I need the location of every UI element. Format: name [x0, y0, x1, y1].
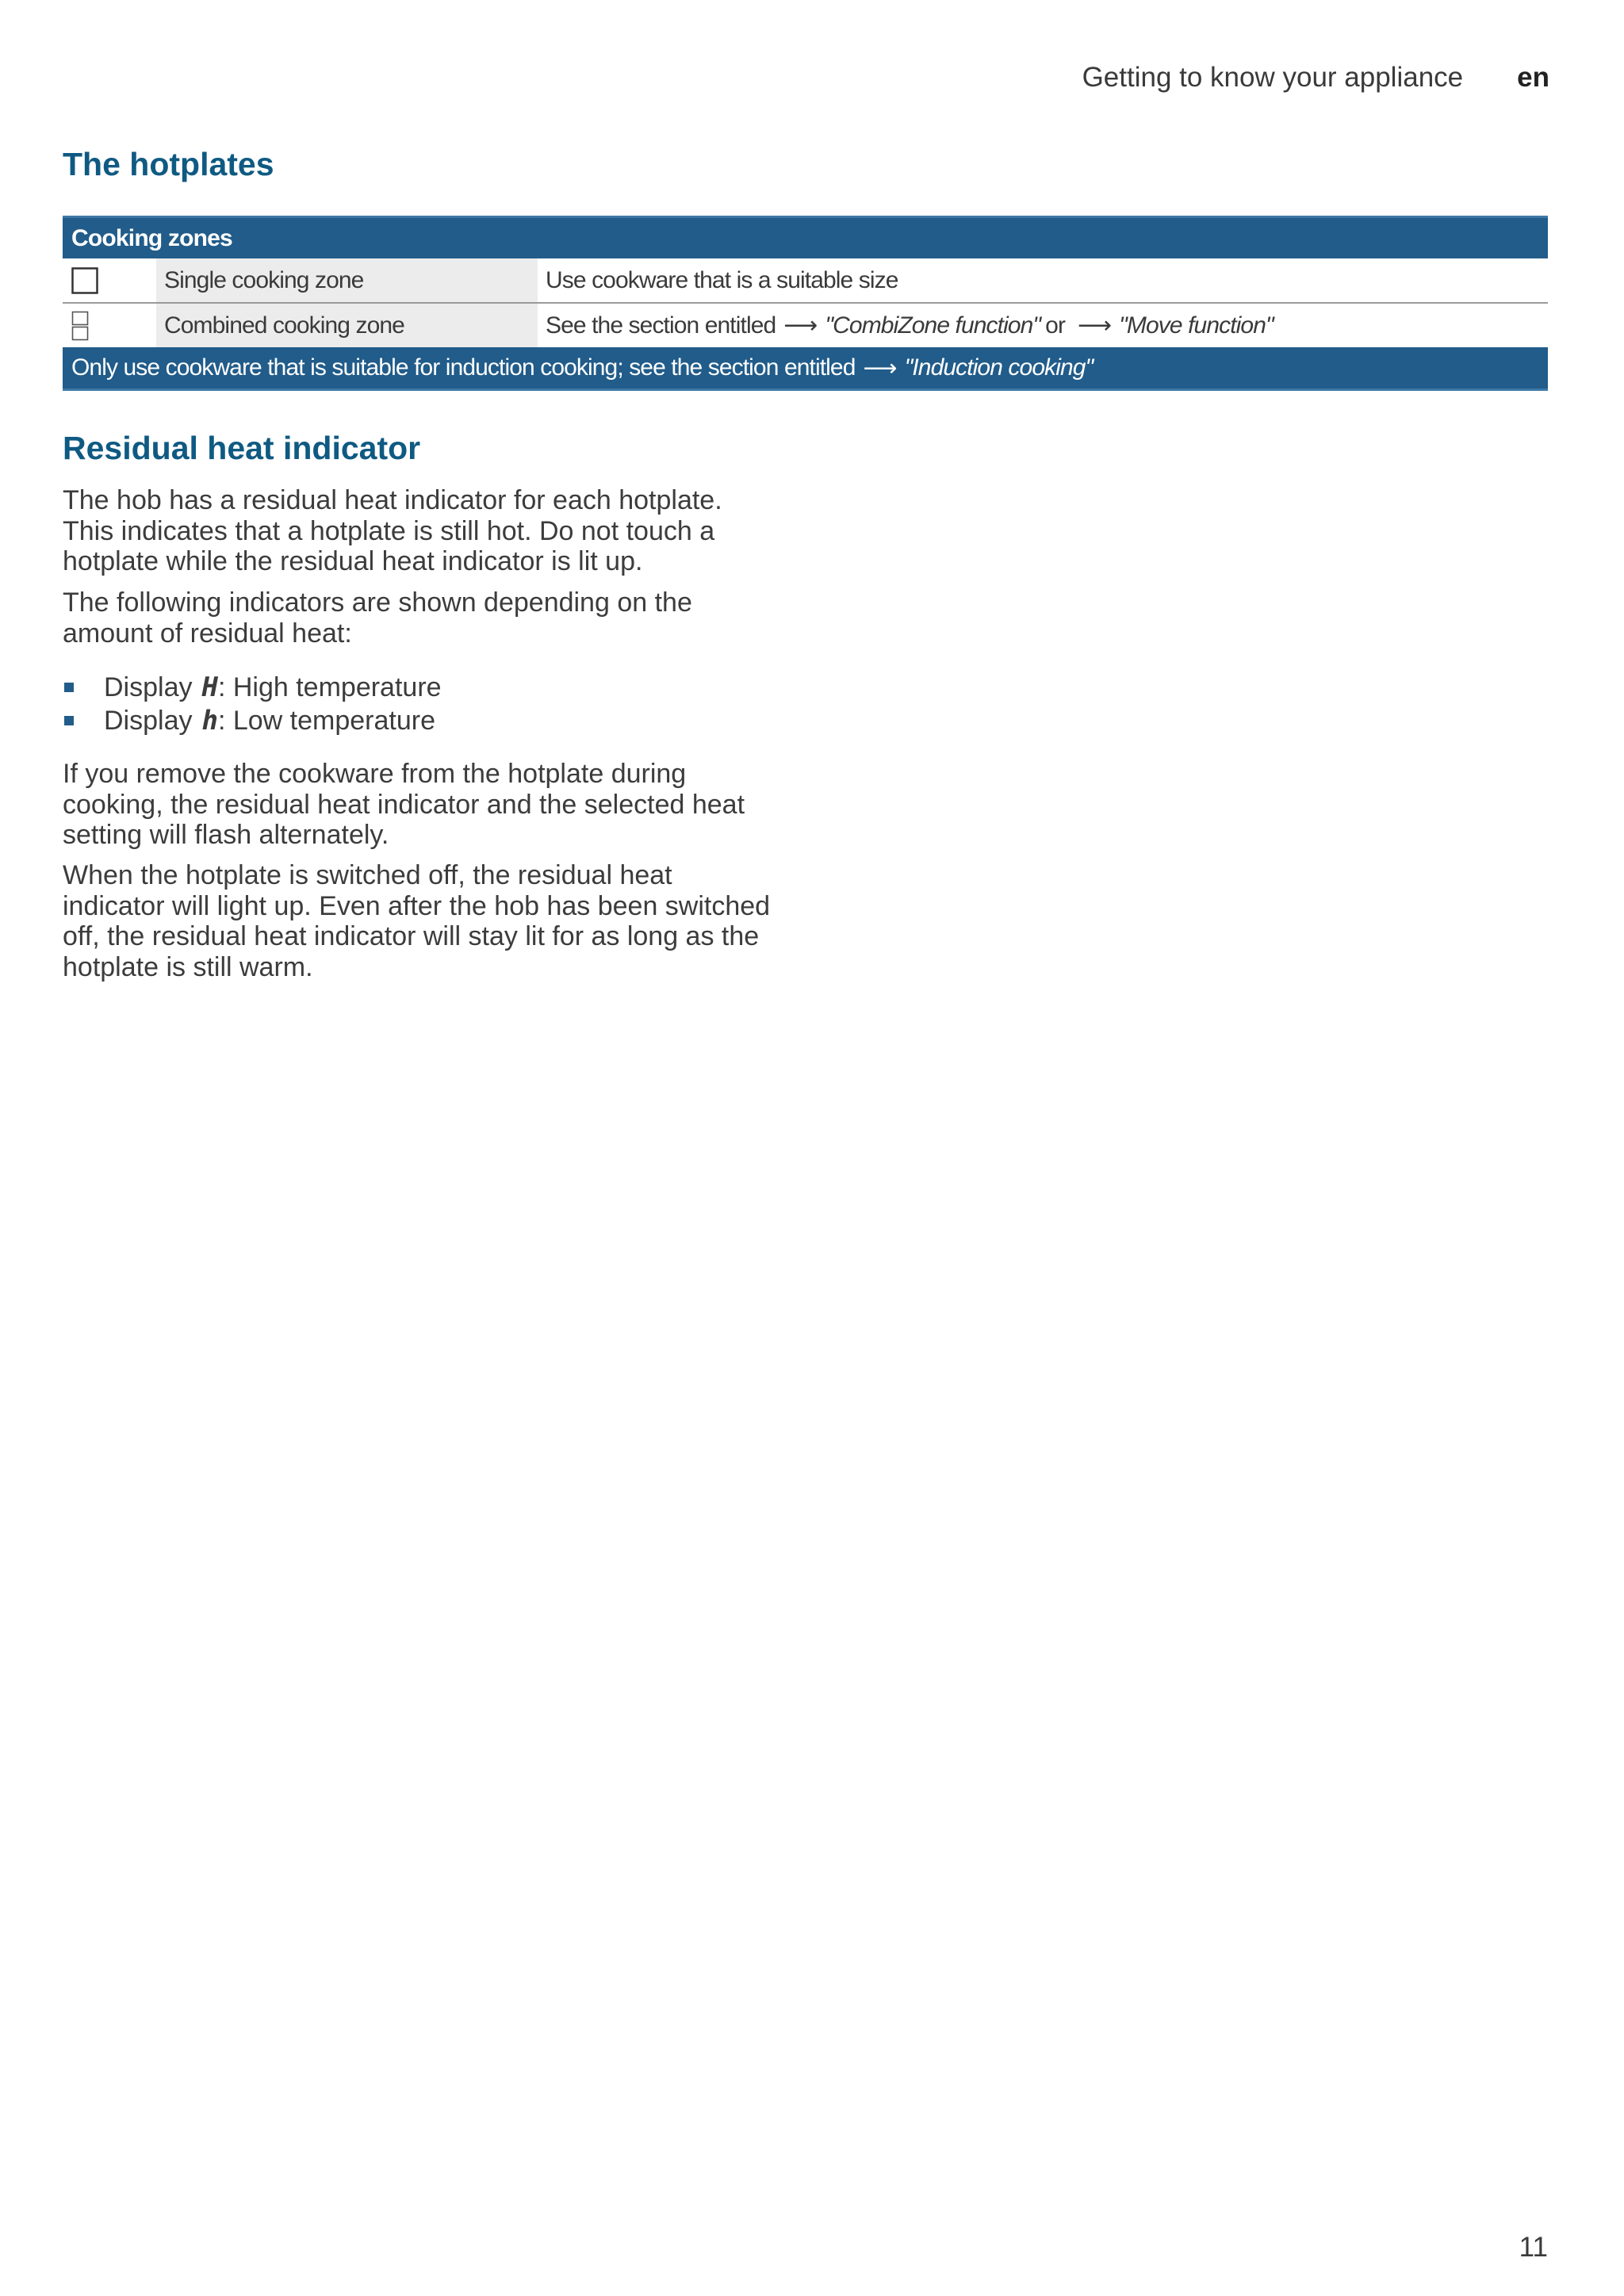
table-row [63, 304, 1548, 347]
induction-cooking-link[interactable]: "Induction cooking" [904, 354, 1094, 381]
combizone-link[interactable]: "CombiZone function" [825, 312, 1041, 339]
arrow-right-icon: ⟶ [783, 312, 818, 339]
page-number: 11 [1519, 2232, 1548, 2263]
bullet-icon [64, 716, 74, 725]
zone-name: Combined cooking zone [156, 304, 538, 347]
bullet-icon [64, 683, 74, 692]
hotplates-heading: The hotplates [63, 146, 274, 182]
paragraph: The following indicators are shown depending on the amount of residual heat: [63, 587, 692, 649]
display-symbol: h [201, 704, 218, 737]
table-row [63, 258, 1548, 304]
residual-heat-heading: Residual heat indicator [63, 430, 421, 466]
running-header [1082, 60, 1549, 95]
single-zone-icon [71, 267, 98, 294]
zone-description: See the section entitled ⟶ "CombiZone function" or ⟶ "Move function" [546, 312, 1274, 339]
table-footer: Only use cookware that is suitable for induction cooking; see the section entitled ⟶ "Induction cooking" [63, 347, 1548, 391]
zone-description: Use cookware that is a suitable size [546, 266, 898, 293]
combined-zone-icon [71, 311, 89, 341]
table-header: Cooking zones [63, 216, 1548, 258]
paragraph: If you remove the cookware from the hotplate during cooking, the residual heat indicator and the selected heat setting will flash alternately. [63, 759, 745, 850]
paragraph: The hob has a residual heat indicator for each hotplate. This indicates that a hotplate is still hot. Do not touch a hotplate while the residual heat indicator is lit up. [63, 485, 722, 576]
section-title: Getting to know your appliance [1082, 62, 1464, 93]
list-item: Display h : Low temperature [63, 704, 776, 737]
list-item: Display H : High temperature [63, 671, 776, 704]
language-code: en [1517, 62, 1549, 93]
cooking-zones-table [63, 216, 1548, 391]
paragraph: When the hotplate is switched off, the residual heat indicator will light up. Even after the hob has been switched off, the residual heat indicator will stay lit for as long as the hotplate is still warm. [63, 860, 771, 982]
arrow-right-icon: ⟶ [1078, 312, 1112, 339]
zone-name: Single cooking zone [156, 258, 538, 302]
display-symbol: H [201, 671, 218, 703]
indicator-list [63, 671, 776, 737]
move-function-link[interactable]: "Move function" [1119, 312, 1274, 339]
arrow-right-icon: ⟶ [863, 354, 897, 381]
